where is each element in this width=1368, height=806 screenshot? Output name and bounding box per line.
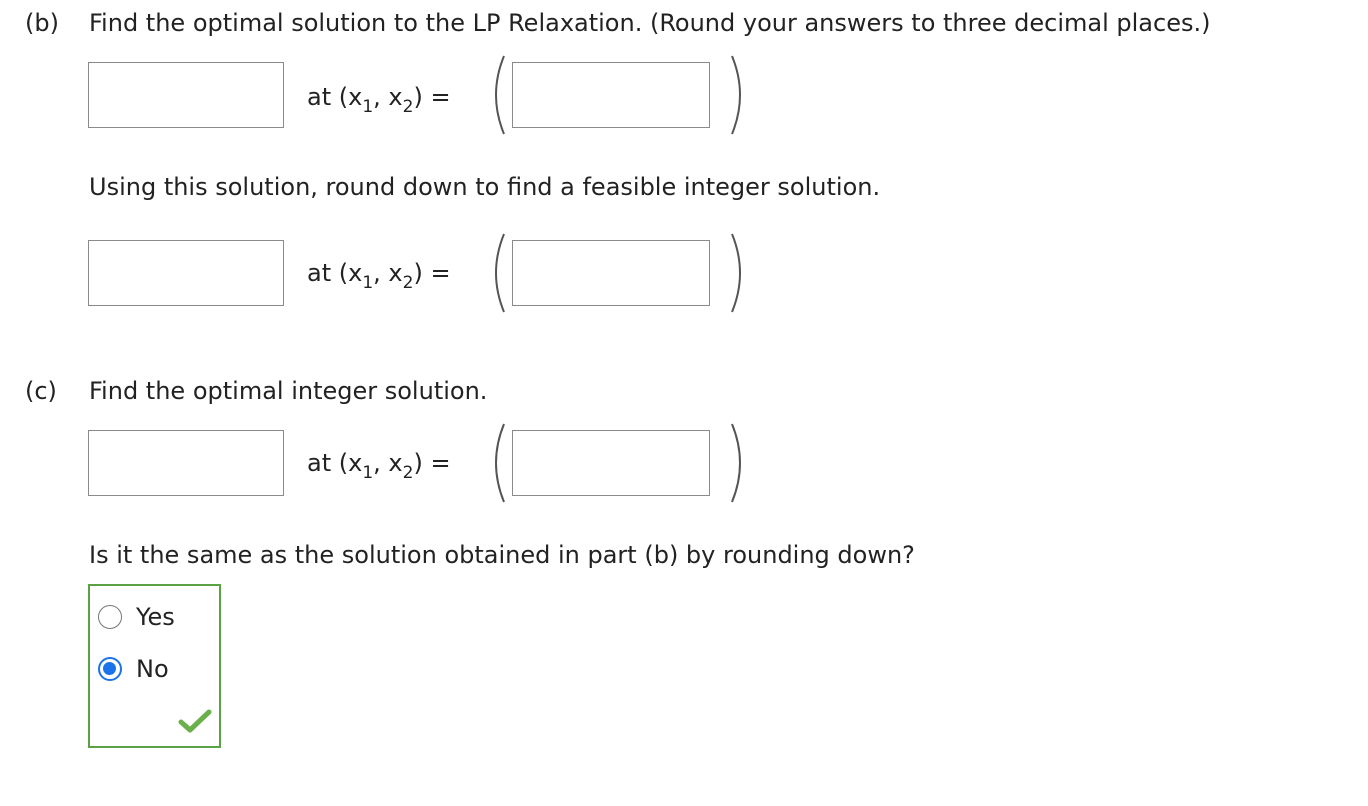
left-paren-icon: [484, 420, 512, 506]
part-b-label: (b): [25, 9, 59, 37]
right-paren-icon: [724, 52, 752, 138]
yes-no-radio-group: [88, 584, 221, 748]
coords-label: at ($x_1$, $x_2$) =: [307, 83, 451, 117]
round-down-prompt: Using this solution, round down to find a feasible integer solution.: [89, 173, 881, 201]
right-paren-icon: [724, 230, 752, 316]
right-paren-icon: [724, 420, 752, 506]
radio-option-yes[interactable]: [98, 600, 175, 634]
rounded-coords-input[interactable]: [512, 240, 710, 306]
radio-button-no[interactable]: [98, 657, 122, 681]
integer-optimal-value-input[interactable]: [88, 430, 284, 496]
left-paren-icon: [484, 52, 512, 138]
lp-optimal-value-input[interactable]: [88, 62, 284, 128]
check-icon: [178, 708, 212, 734]
radio-label-no: No: [136, 655, 169, 683]
part-c-label: (c): [25, 377, 57, 405]
radio-option-no[interactable]: [98, 652, 169, 686]
coords-label: at ($x_1$, $x_2$) =: [307, 449, 451, 483]
part-b-question: Find the optimal solution to the LP Relaxation. (Round your answers to three decimal places.): [89, 9, 1211, 37]
rounded-value-input[interactable]: [88, 240, 284, 306]
radio-label-yes: Yes: [136, 603, 175, 631]
compare-prompt: Is it the same as the solution obtained in part (b) by rounding down?: [89, 541, 915, 569]
part-c-question: Find the optimal integer solution.: [89, 377, 488, 405]
radio-button-yes[interactable]: [98, 605, 122, 629]
coords-label: at ($x_1$, $x_2$) =: [307, 259, 451, 293]
integer-optimal-coords-input[interactable]: [512, 430, 710, 496]
left-paren-icon: [484, 230, 512, 316]
lp-optimal-coords-input[interactable]: [512, 62, 710, 128]
